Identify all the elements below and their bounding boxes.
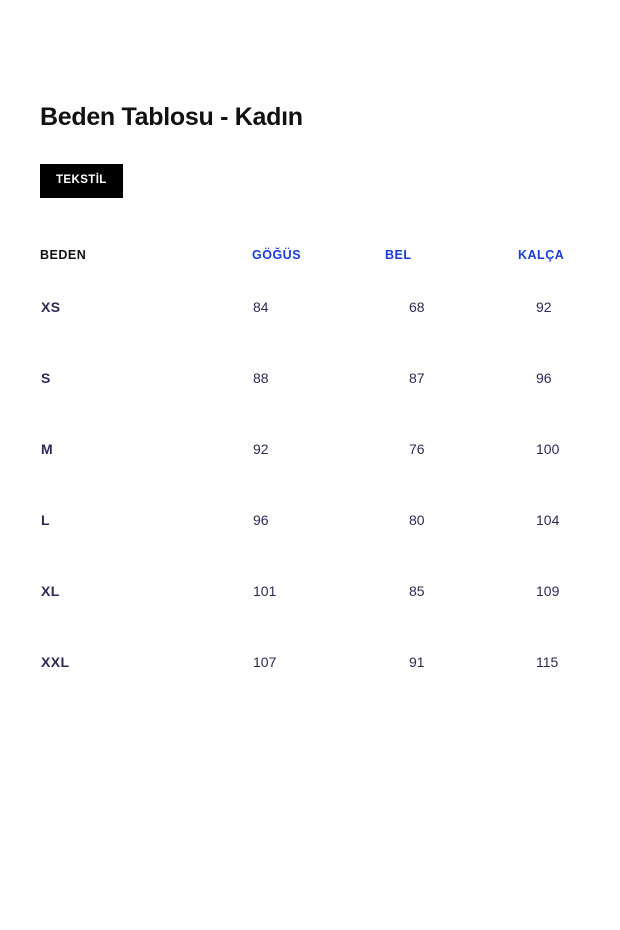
page-title: Beden Tablosu - Kadın — [40, 103, 303, 131]
size-table — [40, 238, 620, 698]
cell-waist: 85 — [409, 583, 425, 599]
cell-size: L — [41, 512, 50, 528]
table-header-row — [40, 238, 620, 272]
cell-size: XS — [41, 299, 61, 315]
cell-waist: 80 — [409, 512, 425, 528]
size-table-body — [40, 272, 620, 698]
table-row — [40, 343, 620, 414]
size-table-head — [40, 238, 620, 272]
category-tag-row — [40, 164, 580, 198]
table-row — [40, 272, 620, 343]
cell-chest: 92 — [253, 441, 269, 457]
cell-waist: 87 — [409, 370, 425, 386]
cell-hip: 96 — [536, 370, 552, 386]
cell-size: XXL — [41, 654, 70, 670]
cell-hip: 92 — [536, 299, 552, 315]
cell-size: M — [41, 441, 54, 457]
cell-waist: 91 — [409, 654, 425, 670]
cell-hip: 104 — [536, 512, 560, 528]
cell-waist: 68 — [409, 299, 425, 315]
category-tag-tekstil[interactable]: TEKSTİL — [40, 164, 123, 198]
cell-chest: 88 — [253, 370, 269, 386]
table-row — [40, 414, 620, 485]
cell-size: S — [41, 370, 51, 386]
cell-size: XL — [41, 583, 60, 599]
cell-chest: 107 — [253, 654, 277, 670]
column-header-size: BEDEN — [40, 247, 87, 262]
cell-hip: 109 — [536, 583, 560, 599]
column-header-waist: BEL — [385, 247, 412, 262]
cell-hip: 100 — [536, 441, 560, 457]
table-row — [40, 485, 620, 556]
cell-hip: 115 — [536, 654, 559, 670]
table-row — [40, 627, 620, 698]
cell-chest: 96 — [253, 512, 269, 528]
cell-chest: 101 — [253, 583, 277, 599]
table-row — [40, 556, 620, 627]
column-header-chest: GÖĞÜS — [252, 247, 302, 262]
cell-chest: 84 — [253, 299, 269, 315]
cell-waist: 76 — [409, 441, 425, 457]
column-header-hip: KALÇA — [518, 247, 565, 262]
